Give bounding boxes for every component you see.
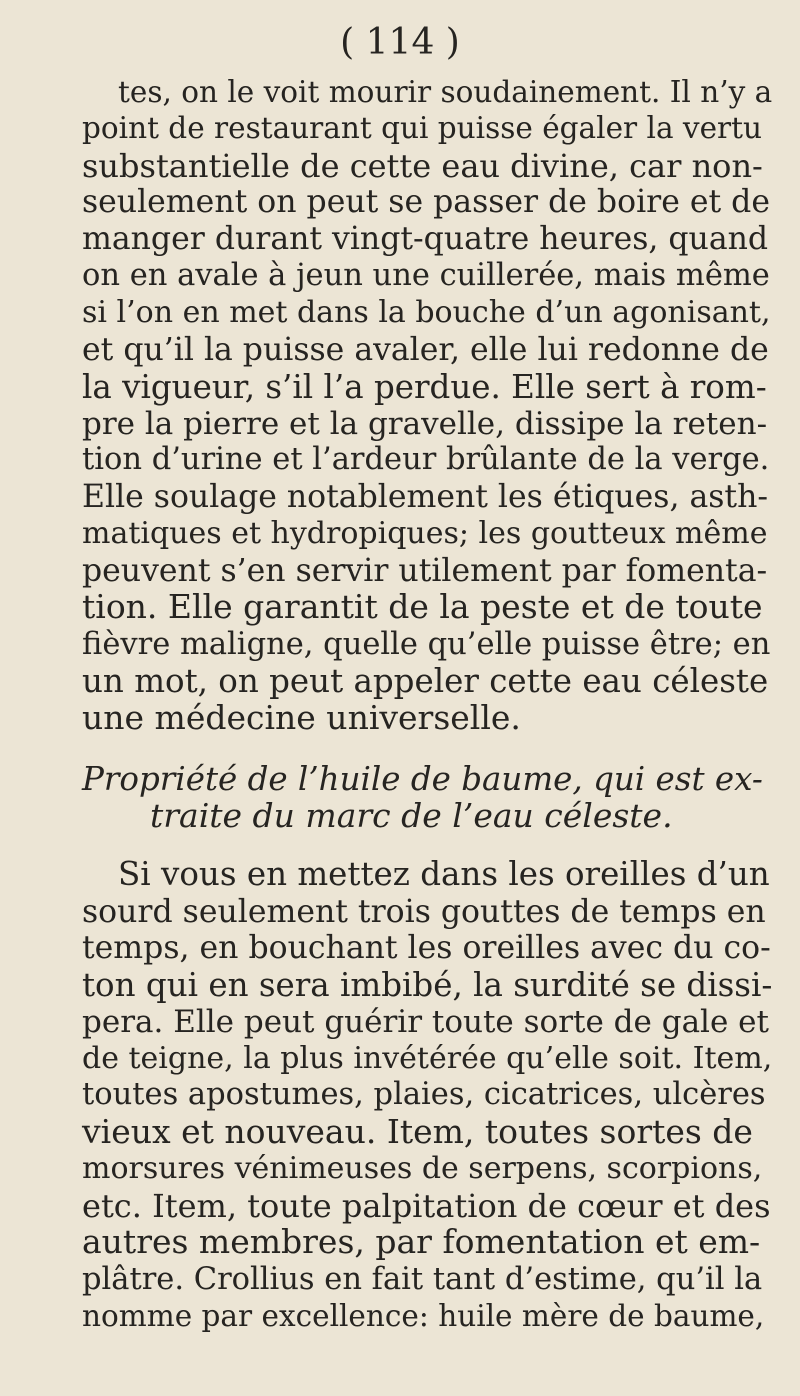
text-line-30: etc. Item, toute palpitation de cœur et des: [82, 1187, 771, 1225]
text-line-9: la vigueur, s’il l’a perdue. Elle sert à rom-: [82, 367, 767, 406]
text-line-33: nomme par excellence: huile mère de baume,: [82, 1299, 765, 1333]
text-line-18: une médecine universelle.: [82, 698, 521, 738]
text-line-21: Si vous en mettez dans les oreilles d’un: [118, 855, 770, 894]
text-line-15: tion. Elle garantit de la peste et de toute: [82, 587, 763, 627]
text-line-10: pre la pierre et la gravelle, dissipe la reten-: [82, 405, 768, 442]
text-line-2: point de restaurant qui puisse égaler la vertu: [82, 111, 762, 146]
text-line-8: et qu’il la puisse avaler, elle lui redonne de: [82, 332, 769, 369]
text-line-27: toutes apostumes, plaies, cicatrices, ulcères: [82, 1077, 766, 1113]
text-line-13: matiques et hydropiques; les goutteux même: [82, 515, 768, 551]
text-line-29: morsures vénimeuses de serpens, scorpions,: [82, 1150, 763, 1186]
text-line-32: plâtre. Crollius en fait tant d’estime, qu’il la: [82, 1261, 763, 1297]
text-line-24: ton qui en sera imbibé, la surdité se dissi-: [82, 966, 773, 1005]
text-line-1: tes, on le voit mourir soudainement. Il n’y a: [118, 75, 773, 109]
text-line-16: fièvre maligne, quelle qu’elle puisse être; en: [82, 626, 771, 662]
text-line-12: Elle soulage notablement les étiques, asth-: [82, 479, 769, 516]
text-line-5: manger durant vingt-quatre heures, quand: [82, 221, 769, 258]
text-line-14: peuvent s’en servir utilement par fomenta-: [82, 552, 768, 589]
text-line-23: temps, en bouchant les oreilles avec du co-: [82, 929, 771, 966]
text-line-6: on en avale à jeun une cuillerée, mais même: [82, 257, 770, 293]
text-line-3: substantielle de cette eau divine, car non-: [82, 146, 763, 185]
text-line-22: sourd seulement trois gouttes de temps en: [82, 893, 766, 930]
text-line-17: un mot, on peut appeler cette eau céleste: [82, 661, 769, 700]
section-heading-line-2: traite du marc de l’eau céleste.: [150, 796, 673, 835]
page-number: ( 114 ): [340, 22, 460, 63]
text-line-31: autres membres, par fomentation et em-: [82, 1222, 761, 1262]
text-line-28: vieux et nouveau. Item, toutes sortes de: [82, 1112, 753, 1152]
text-line-11: tion d’urine et l’ardeur brûlante de la verge.: [82, 442, 770, 478]
section-heading-line-1: Propriété de l’huile de baume, qui est ex-: [82, 759, 763, 798]
text-line-4: seulement on peut se passer de boire et de: [82, 184, 770, 220]
text-line-7: si l’on en met dans la bouche d’un agonisant,: [82, 294, 771, 330]
text-line-25: pera. Elle peut guérir toute sorte de gale et: [82, 1003, 769, 1040]
text-line-26: de teigne, la plus invétérée qu’elle soit. Item,: [82, 1040, 773, 1076]
